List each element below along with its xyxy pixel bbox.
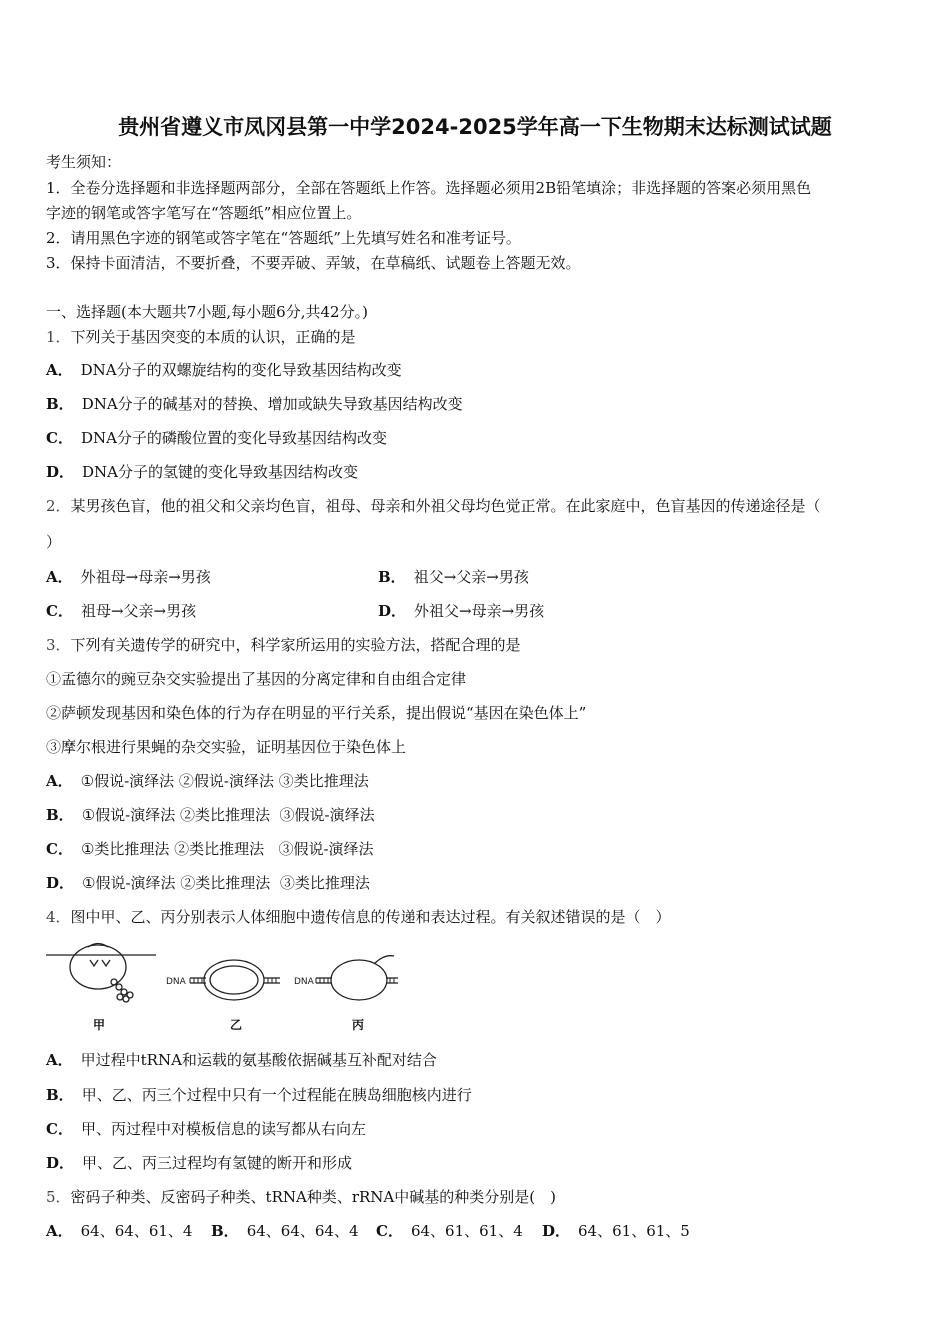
option-label: C． (46, 429, 73, 447)
q3-option-d[interactable] (46, 873, 370, 893)
question-text: 图中甲、乙、丙分别表示人体细胞中遗传信息的传递和表达过程。有关叙述错误的是（ ） (70, 908, 671, 926)
q3-option-a[interactable] (46, 771, 369, 791)
amino-acid (127, 992, 133, 998)
option-label: B． (46, 395, 74, 413)
question-4-stem (46, 907, 671, 927)
option-label: A． (46, 772, 73, 790)
figure-label-yi: 乙 (230, 1018, 243, 1032)
option-text: 甲、乙、丙三个过程中只有一个过程能在胰岛细胞核内进行 (81, 1086, 472, 1104)
question-number: 3． (46, 636, 71, 654)
question-1-stem (46, 327, 356, 347)
q1-option-b[interactable] (46, 394, 463, 414)
transcription-diagram (294, 956, 398, 1000)
q5-option-a[interactable] (46, 1221, 192, 1241)
question-text: 下列有关遗传学的研究中，科学家所运用的实验方法，搭配合理的是 (70, 636, 521, 654)
option-label: B． (46, 1086, 74, 1104)
dna-label: DNA (294, 977, 314, 987)
question-2-stem (46, 496, 821, 516)
option-text: 外祖父→母亲→男孩 (414, 602, 545, 620)
question-text: 下列关于基因突变的本质的认识，正确的是 (70, 328, 356, 346)
option-label: A． (46, 1222, 73, 1240)
q1-option-d[interactable] (46, 462, 358, 482)
q1-option-a[interactable] (46, 360, 402, 380)
option-text: DNA分子的双螺旋结构的变化导致基因结构改变 (80, 361, 402, 379)
q2-option-d[interactable] (378, 601, 544, 621)
option-text: DNA分子的磷酸位置的变化导致基因结构改变 (80, 429, 387, 447)
figure-label-bing: 丙 (352, 1018, 365, 1032)
option-label: A． (46, 361, 73, 379)
q3-statement-3: ③摩尔根进行果蝇的杂交实验，证明基因位于染色体上 (46, 738, 407, 756)
notice-line-1a: 1．全卷分选择题和非选择题两部分，全部在答题纸上作答。选择题必须用2B铅笔填涂；非选择题的答案必须用黑色 (46, 179, 812, 197)
option-text: 祖父→父亲→男孩 (413, 568, 529, 586)
question-text: 某男孩色盲，他的祖父和父亲均色盲，祖母、母亲和外祖父母均色觉正常。在此家庭中，色盲基因的传递途径是（ (70, 497, 821, 515)
q3-statement-2: ②萨顿发现基因和染色体的行为存在明显的平行关系，提出假说“基因在染色体上” (46, 704, 587, 722)
question-number: 2． (46, 497, 71, 515)
option-label: C． (46, 1120, 73, 1138)
notice-line-1b: 字迹的钢笔或答字笔写在“答题纸”相应位置上。 (46, 204, 362, 222)
translation-diagram (46, 944, 156, 1003)
process-figure (44, 938, 414, 1036)
q4-option-c[interactable] (46, 1119, 366, 1139)
option-text: ①假说-演绎法 ②假说-演绎法 ③类比推理法 (80, 772, 369, 790)
option-text: 甲、丙过程中对模板信息的读写都从右向左 (80, 1120, 366, 1138)
question-number: 5． (46, 1188, 71, 1206)
option-label: D． (378, 602, 407, 620)
q3-option-c[interactable] (46, 839, 374, 859)
amino-acid (116, 984, 122, 990)
dna-label: DNA (166, 977, 186, 987)
option-label: C． (46, 602, 73, 620)
notice-heading: 考生须知： (46, 153, 122, 171)
option-text: DNA分子的碱基对的替换、增加或缺失导致基因结构改变 (81, 395, 463, 413)
trna-shapes (90, 960, 110, 966)
q2-option-c[interactable] (46, 601, 196, 621)
option-label: A． (46, 1051, 73, 1069)
option-label: C． (376, 1222, 403, 1240)
replication-diagram (166, 960, 280, 1000)
question-2-stem-end: ） (46, 533, 62, 551)
question-3-stem (46, 635, 521, 655)
q2-option-a[interactable] (46, 567, 211, 587)
amino-acid (111, 979, 117, 985)
option-text: 64、64、61、4 (80, 1222, 193, 1240)
option-text: ①类比推理法 ②类比推理法 ③假说-演绎法 (80, 840, 374, 858)
question-5-stem (46, 1187, 556, 1207)
q5-option-d[interactable] (542, 1221, 690, 1241)
option-label: D． (542, 1222, 571, 1240)
notice-line-2: 2．请用黑色字迹的钢笔或答字笔在“答题纸”上先填写姓名和准考证号。 (46, 229, 521, 247)
question-number: 1． (46, 328, 71, 346)
question-text: 密码子种类、反密码子种类、tRNA种类、rRNA中碱基的种类分别是( ) (70, 1188, 556, 1206)
option-label: C． (46, 840, 73, 858)
option-text: 64、61、61、4 (410, 1222, 523, 1240)
q3-statement-1: ①孟德尔的豌豆杂交实验提出了基因的分离定律和自由组合定律 (46, 670, 467, 688)
amino-acid (117, 994, 123, 1000)
option-text: 甲过程中tRNA和运载的氨基酸依据碱基互补配对结合 (80, 1051, 437, 1069)
option-label: D． (46, 463, 75, 481)
option-text: ①假说-演绎法 ②类比推理法 ③假说-演绎法 (81, 806, 375, 824)
option-text: 64、64、64、4 (246, 1222, 359, 1240)
q4-option-d[interactable] (46, 1153, 352, 1173)
option-text: 64、61、61、5 (578, 1222, 690, 1240)
option-label: B． (46, 806, 74, 824)
page-title: 贵州省遵义市凤冈县第一中学2024-2025学年高一下生物期末达标测试试题 (118, 115, 832, 139)
option-text: 祖母→父亲→男孩 (80, 602, 197, 620)
option-text: 外祖母→母亲→男孩 (80, 568, 211, 586)
option-label: B． (378, 568, 406, 586)
option-text: DNA分子的氢键的变化导致基因结构改变 (82, 463, 359, 481)
q3-option-b[interactable] (46, 805, 375, 825)
option-text: 甲、乙、丙三过程均有氢键的断开和形成 (82, 1154, 353, 1172)
option-label: A． (46, 568, 73, 586)
q4-option-b[interactable] (46, 1085, 472, 1105)
figure-label-jia: 甲 (93, 1018, 106, 1032)
option-text: ①假说-演绎法 ②类比推理法 ③类比推理法 (82, 874, 370, 892)
q5-option-c[interactable] (376, 1221, 523, 1241)
option-label: D． (46, 874, 75, 892)
notice-line-3: 3．保持卡面清洁，不要折叠，不要弄破、弄皱，在草稿纸、试题卷上答题无效。 (46, 254, 581, 272)
option-label: D． (46, 1154, 75, 1172)
q2-option-b[interactable] (378, 567, 529, 587)
q4-option-a[interactable] (46, 1050, 437, 1070)
option-label: B． (211, 1222, 239, 1240)
question-number: 4． (46, 908, 71, 926)
q1-option-c[interactable] (46, 428, 387, 448)
q5-option-b[interactable] (211, 1221, 359, 1241)
section-heading: 一、选择题(本大题共7小题,每小题6分,共42分。) (46, 303, 368, 321)
